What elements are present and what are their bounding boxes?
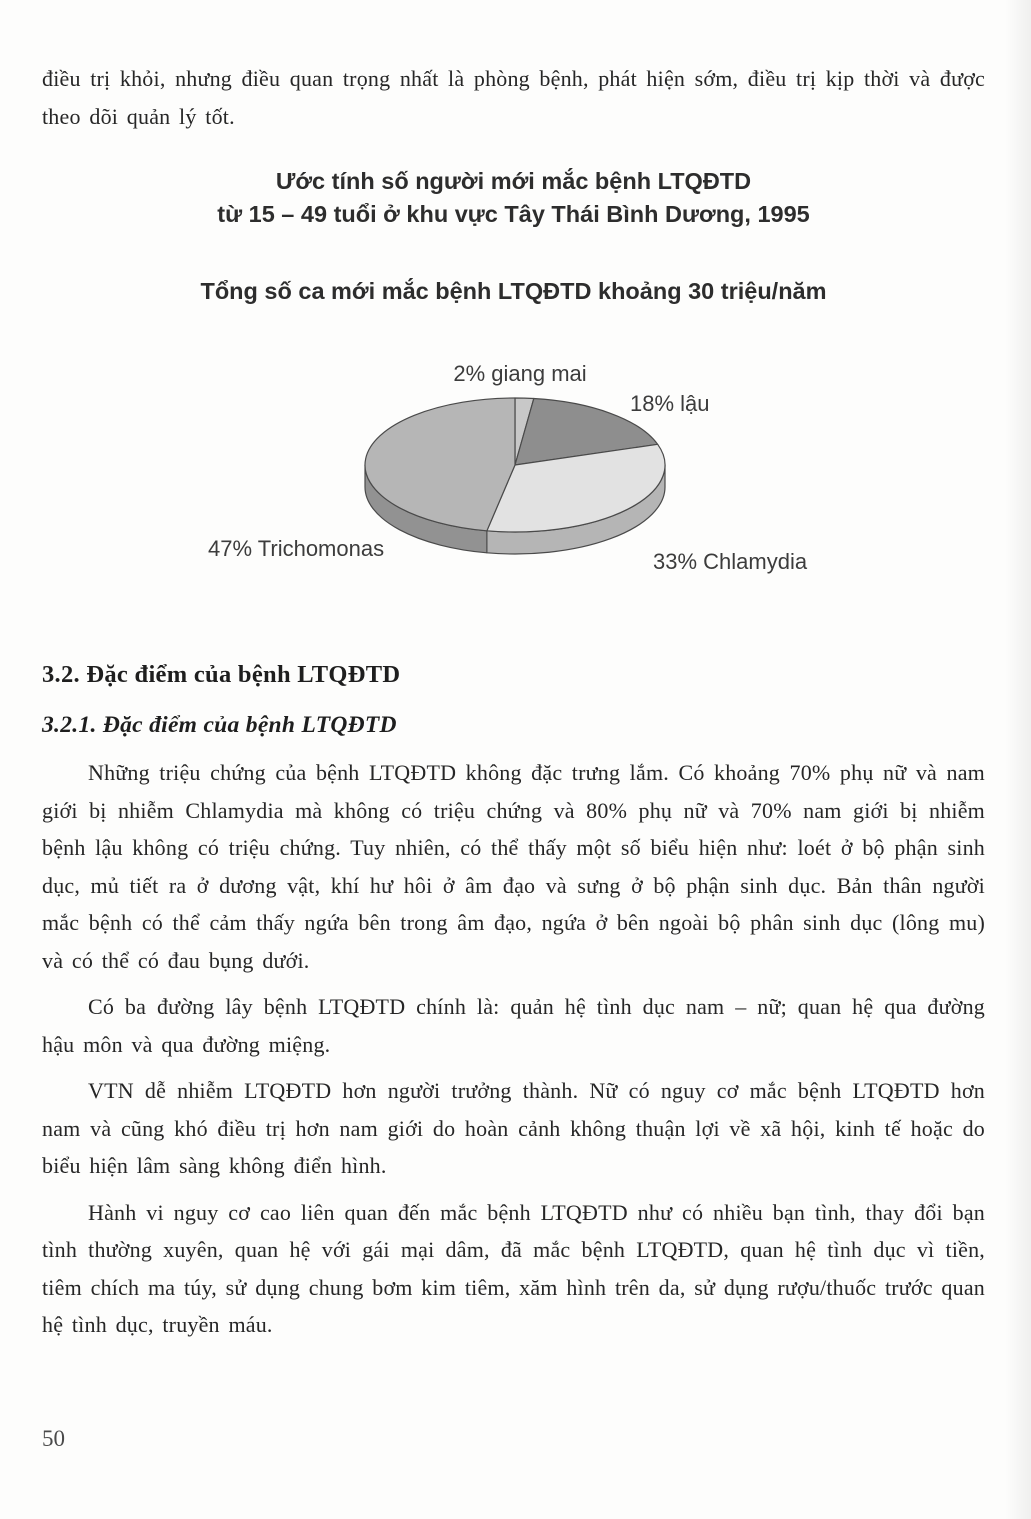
pie-label-giang-mai: 2% giang mai [453, 361, 587, 386]
figure-title-line2: từ 15 – 49 tuổi ở khu vực Tây Thái Bình Dương, 1995 [217, 201, 810, 227]
paragraph-transmission: Có ba đường lây bệnh LTQĐTD chính là: quản hệ tình dục nam – nữ; quan hệ qua đường hậu môn và qua đường miệng. [42, 994, 985, 1057]
figure-subtitle: Tổng số ca mới mắc bệnh LTQĐTD khoảng 30 triệu/năm [200, 278, 827, 304]
pie-label-chlamydia: 33% Chlamydia [653, 549, 808, 574]
section-heading-3-2: 3.2. Đặc điểm của bệnh LTQĐTD [42, 661, 401, 688]
section-heading-3-2-1: 3.2.1. Đặc điểm của bệnh LTQĐTD [42, 712, 397, 738]
figure-title-line1: Ước tính số người mới mắc bệnh LTQĐTD [275, 168, 752, 194]
pie-chart-figure [165, 350, 865, 585]
page-number: 50 [42, 1426, 65, 1451]
figure-title [42, 165, 985, 231]
pie-label-lau: 18% lậu [630, 391, 710, 416]
paragraph-symptoms: Những triệu chứng của bệnh LTQĐTD không đặc trưng lắm. Có khoảng 70% phụ nữ và nam giới bị nhiễm Chlamydia mà không có triệu chứng và 80% phụ nữ và 70% nam giới bị nhiễm bệnh lậu không có triệu chứng. Tuy nhiên, có thể thấy một số biểu hiện như: loét ở bộ phận sinh dục, mủ tiết ra ở dương vật, khí hư hôi ở âm đạo và sưng ở bộ phận sinh dục. Bản thân người mắc bệnh có thể cảm thấy ngứa bên trong âm đạo, ngứa ở bên ngoài bộ phân sinh dục (lông mu) và có thể có đau bụng dưới. [42, 760, 985, 973]
paragraph-vtn-risk: VTN dễ nhiễm LTQĐTD hơn người trưởng thành. Nữ có nguy cơ mắc bệnh LTQĐTD hơn nam và cũng khó điều trị hơn nam giới do hoàn cảnh không thuận lợi về xã hội, kinh tế hoặc do biểu hiện lâm sàng không điển hình. [42, 1078, 985, 1178]
pie-label-trichomonas: 47% Trichomonas [208, 536, 385, 561]
intro-paragraph: điều trị khỏi, nhưng điều quan trọng nhất là phòng bệnh, phát hiện sớm, điều trị kịp thời và được theo dõi quản lý tốt. [42, 66, 985, 129]
paragraph-risk-behaviors: Hành vi nguy cơ cao liên quan đến mắc bệnh LTQĐTD như có nhiều bạn tình, thay đổi bạn tình thường xuyên, quan hệ với gái mại dâm, đã mắc bệnh LTQĐTD, quan hệ tình dục vì tiền, tiêm chích ma túy, sử dụng chung bơm kim tiêm, xăm hình trên da, sử dụng rượu/thuốc trước quan hệ tình dục, truyền máu. [42, 1199, 985, 1337]
